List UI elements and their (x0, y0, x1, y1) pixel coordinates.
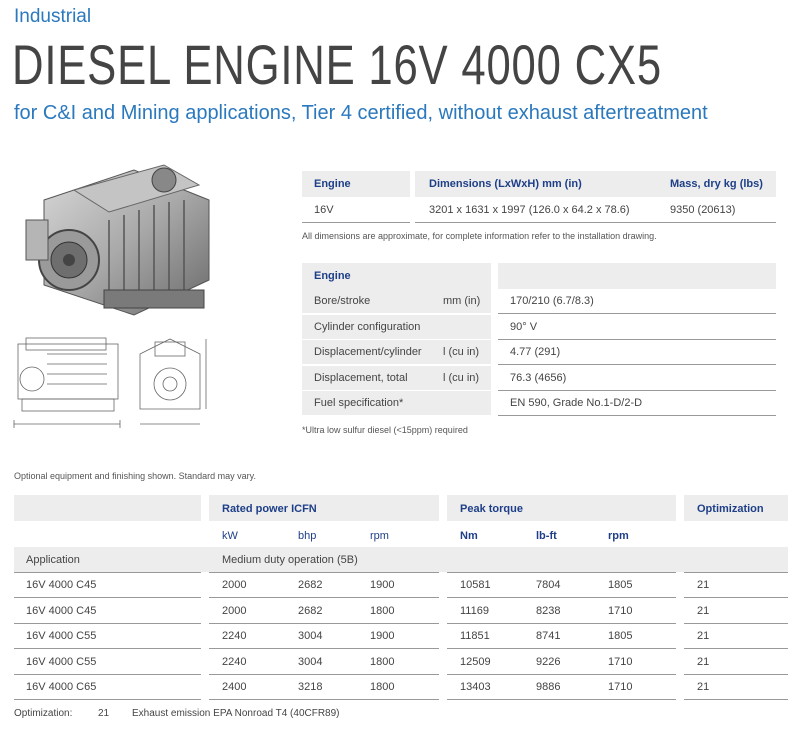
spec-value: EN 590, Grade No.1-D/2-D (510, 397, 643, 409)
application-name: 16V 4000 C45 (26, 579, 97, 591)
spec-value: 90° V (510, 320, 538, 333)
unit-bhp: bhp (298, 530, 317, 542)
header-divider (209, 572, 439, 573)
torque-lbft: 7804 (536, 579, 561, 591)
page-subtitle: for C&I and Mining applications, Tier 4 certified, without exhaust aftertreatment (14, 102, 708, 124)
dimensions-row (302, 197, 410, 223)
torque-rpm: 1710 (608, 604, 633, 617)
engine-photo (14, 160, 224, 325)
torque-rpm: 1710 (608, 681, 633, 693)
header-dimensions: Dimensions (LxWxH) mm (in) (429, 178, 582, 190)
torque-rpm: 1710 (608, 655, 633, 668)
row-divider (209, 699, 439, 700)
engine-spec-value-cell (498, 391, 776, 416)
application-name: 16V 4000 C55 (26, 630, 97, 642)
engine-spec-value-cell (498, 340, 776, 365)
footer-optimization-label: Optimization: (14, 708, 73, 719)
table-row (0, 599, 805, 624)
power-bhp: 3218 (298, 681, 323, 693)
header-mass: Mass, dry kg (lbs) (670, 178, 763, 190)
row-divider (447, 699, 676, 700)
engine-spec-value-cell (498, 289, 776, 314)
table-row (0, 624, 805, 649)
header-engine-spec: Engine (314, 270, 351, 282)
mass-value: 9350 (20613) (670, 204, 736, 216)
header-engine: Engine (314, 178, 351, 190)
page-title: DIESEL ENGINE 16V 4000 CX5 (12, 33, 662, 96)
application-row-bg (14, 547, 788, 572)
spec-unit: l (cu in) (443, 346, 480, 358)
table-row (0, 650, 805, 675)
power-bhp: 2682 (298, 604, 323, 617)
power-bhp: 3004 (298, 655, 323, 668)
spec-label: Displacement, total (314, 371, 408, 384)
header-divider (684, 572, 788, 573)
application-name: 16V 4000 C55 (26, 655, 97, 668)
power-rpm: 1900 (370, 630, 395, 642)
power-kw: 2000 (222, 604, 247, 617)
optimization-value: 21 (697, 655, 710, 668)
unit-rpm: rpm (370, 530, 389, 542)
engine-spec-row (302, 391, 491, 416)
header-divider (14, 572, 201, 573)
dimensions-row (415, 197, 776, 223)
torque-rpm: 1805 (608, 630, 633, 642)
spec-label: Fuel specification* (314, 397, 404, 409)
fuel-note: *Ultra low sulfur diesel (<15ppm) required (302, 425, 468, 435)
ratings-header-app (14, 495, 201, 521)
footer-emission-text: Exhaust emission EPA Nonroad T4 (40CFR89) (132, 708, 340, 719)
torque-nm: 12509 (460, 655, 491, 668)
torque-nm: 13403 (460, 681, 491, 693)
spec-value: 4.77 (291) (510, 346, 561, 358)
footer-optimization-value: 21 (98, 708, 110, 719)
engine-spec-value-cell (498, 366, 776, 391)
power-rpm: 1800 (370, 655, 395, 668)
optimization-value: 21 (697, 579, 710, 591)
power-bhp: 2682 (298, 579, 323, 591)
engine-spec-value-cell (498, 315, 776, 340)
power-bhp: 3004 (298, 630, 323, 642)
application-label: Application (26, 554, 80, 566)
optional-equipment-note: Optional equipment and finishing shown. Standard may vary. (14, 471, 256, 481)
spec-value: 170/210 (6.7/8.3) (510, 295, 594, 307)
power-rpm: 1900 (370, 579, 395, 591)
engine-spec-header (302, 263, 491, 289)
dimensions-value: 3201 x 1631 x 1997 (126.0 x 64.2 x 78.6) (429, 204, 630, 216)
spec-label: Displacement/cylinder (314, 346, 422, 358)
engine-spec-row (302, 366, 491, 391)
torque-nm: 11169 (460, 604, 489, 617)
optimization-value: 21 (697, 630, 710, 642)
application-name: 16V 4000 C45 (26, 604, 97, 617)
optimization-header: Optimization (697, 503, 764, 515)
torque-nm: 10581 (460, 579, 491, 591)
spec-unit: l (cu in) (443, 371, 480, 384)
power-rpm: 1800 (370, 681, 395, 693)
rated-power-header: Rated power ICFN (222, 503, 317, 515)
torque-lbft: 8741 (536, 630, 561, 642)
spec-unit: mm (in) (443, 295, 481, 307)
torque-rpm: 1805 (608, 579, 633, 591)
row-divider (684, 699, 788, 700)
engine-spec-header-blank (498, 263, 776, 289)
row-divider (14, 699, 201, 700)
unit-kw: kW (222, 530, 238, 542)
torque-lbft: 8238 (536, 604, 561, 617)
spec-label: Bore/stroke (314, 295, 371, 307)
dimensions-note: All dimensions are approximate, for complete information refer to the installation drawing. (302, 231, 657, 241)
power-kw: 2400 (222, 681, 247, 693)
side-view-drawing (12, 334, 122, 434)
engine-spec-row (302, 289, 491, 314)
power-rpm: 1800 (370, 604, 395, 617)
unit-torque-rpm: rpm (608, 530, 629, 542)
peak-torque-header: Peak torque (460, 503, 523, 515)
torque-lbft: 9226 (536, 655, 561, 668)
table-row (0, 573, 805, 598)
power-kw: 2240 (222, 655, 247, 668)
torque-nm: 11851 (460, 630, 490, 642)
engine-spec-row (302, 340, 491, 365)
optimization-value: 21 (697, 681, 710, 693)
application-name: 16V 4000 C65 (26, 681, 97, 693)
optimization-value: 21 (697, 604, 710, 617)
duty-label: Medium duty operation (5B) (222, 554, 358, 566)
header-divider (447, 572, 676, 573)
engine-value: 16V (314, 204, 334, 216)
unit-lbft: lb-ft (536, 530, 557, 542)
unit-nm: Nm (460, 530, 478, 542)
power-kw: 2240 (222, 630, 247, 642)
power-kw: 2000 (222, 579, 247, 591)
category-label: Industrial (14, 6, 92, 27)
table-row (0, 675, 805, 700)
dimensions-header (302, 171, 410, 197)
engine-spec-row (302, 315, 491, 340)
spec-label: Cylinder configuration (314, 320, 421, 333)
spec-value: 76.3 (4656) (510, 371, 567, 384)
front-view-drawing (130, 334, 212, 434)
torque-lbft: 9886 (536, 681, 561, 693)
dimensions-header (415, 171, 776, 197)
